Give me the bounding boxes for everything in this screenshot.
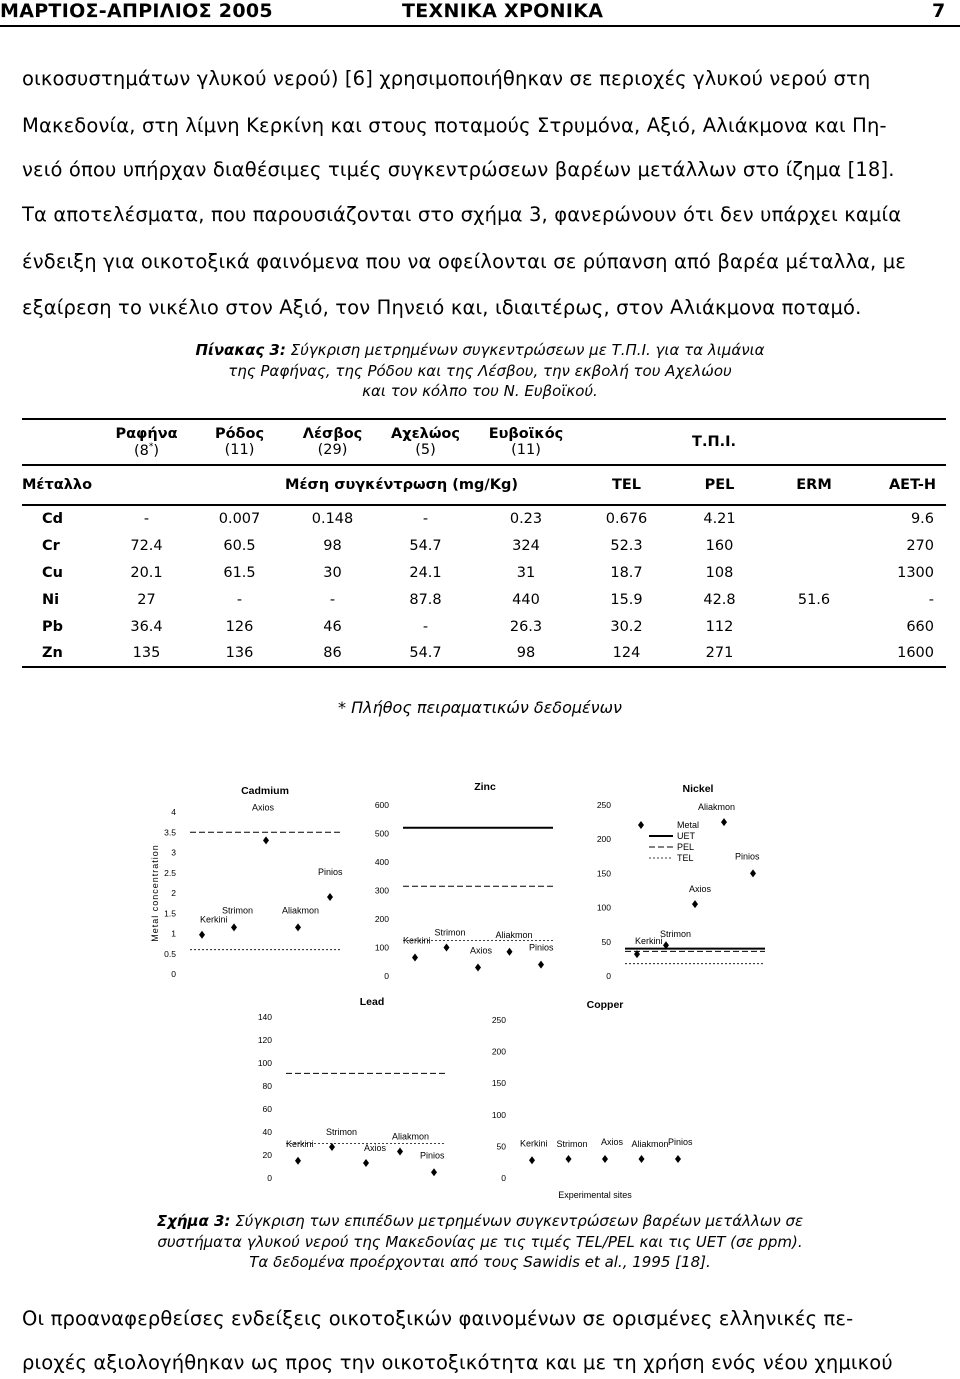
y-tick-label: 80 (262, 1081, 272, 1091)
figure-caption-text: συστήματα γλυκού νερού της Μακεδονίας με τις τιμές TEL/PEL και τις UET (σε ppm). (157, 1233, 803, 1251)
point-label: Aliakmon (698, 802, 736, 813)
table-cell: 61.5 (223, 564, 256, 581)
table-cell: 4.21 (673, 505, 766, 532)
data-point-aliakmon (295, 923, 301, 931)
header-rule (0, 25, 960, 27)
table-cell: 98 (323, 537, 342, 554)
table-cell: 270 (906, 537, 934, 554)
point-label: Strimon (434, 927, 466, 938)
metal-name: Cu (42, 564, 63, 581)
table-cell: 46 (323, 618, 342, 635)
table-cell: 9.6 (862, 505, 946, 532)
point-label: Aliakmon (282, 905, 320, 916)
table-cell: 135 (132, 645, 161, 661)
site-header: Ευβοϊκός (11) (472, 419, 580, 465)
table-cell (766, 613, 862, 640)
data-point-pinios (327, 893, 333, 901)
table-footnote: * Πλήθος πειραματικών δεδομένων (338, 698, 622, 717)
table-cell: 87.8 (409, 591, 442, 608)
table-cell: 0.23 (472, 505, 580, 532)
figure-caption-text: Σύγκριση των επιπέδων μετρημένων συγκεντρώσεων βαρέων μετάλλων σε (230, 1212, 804, 1230)
table-cell (766, 505, 862, 532)
point-label: Kerkini (286, 1138, 314, 1149)
data-point-kerkini (295, 1157, 301, 1165)
table-cell (766, 640, 862, 667)
metal-header: Μέταλλο (22, 465, 100, 505)
table-cell: 0.676 (580, 505, 673, 532)
y-tick-label: 0 (501, 1173, 506, 1183)
y-tick-label: 250 (596, 800, 611, 810)
heavy-metals-charts (140, 778, 820, 1206)
table-cell: 660 (906, 618, 934, 635)
point-label: Strimon (556, 1139, 588, 1150)
y-tick-label: 100 (491, 1109, 506, 1120)
page-number: 7 (932, 0, 946, 22)
point-label: Axios (601, 1137, 624, 1148)
header-journal: ΤΕΧΝΙΚΑ ΧΡΟΝΙΚΑ (402, 0, 604, 22)
y-tick-label: 400 (374, 857, 389, 867)
table-cell: 30 (323, 564, 342, 581)
point-label: Pinios (318, 867, 343, 878)
table-caption-text: της Ραφήνας, της Ρόδου και της Λέσβου, την εκβολή του Αχελώου (228, 362, 732, 380)
table-cell: 27 (137, 591, 156, 608)
table-cell: 52.3 (610, 537, 643, 554)
table-cell: 136 (225, 645, 254, 661)
data-point-pinios (538, 961, 544, 969)
y-tick-label: 200 (596, 834, 611, 845)
y-tick-label: 100 (374, 942, 389, 953)
table-caption-label: Πίνακας 3: (195, 341, 286, 359)
table-cell: 42.8 (703, 591, 736, 608)
table-row (22, 586, 946, 613)
text-line: Οι προαναφερθείσες ενδείξεις οικοτοξικών φαινομένων σε ορισμένες ελληνικές πε- (22, 1307, 854, 1330)
table-cell: 51.6 (797, 591, 831, 608)
point-label: Strimon (326, 1126, 358, 1137)
header-date: ΜΑΡΤΙΟΣ-ΑΠΡΙΛΙΟΣ 2005 (0, 0, 273, 22)
x-axis-label: Experimental sites (558, 1190, 632, 1200)
y-axis-label: Metal concentration (150, 844, 160, 942)
table-cell: - (236, 591, 243, 608)
metal-name: Ni (42, 591, 60, 608)
text-line: νειό όπου υπήρχαν διαθέσιμες τιμές συγκεντρώσεων βαρέων μετάλλων στο ίζημα [18]. (22, 158, 895, 181)
text-line: ένδειξη για οικοτοξικά φαινόμενα που να οφείλονται σε ρύπανση από βαρέα μέταλλα, με (22, 250, 906, 273)
table-cell: 108 (705, 564, 734, 581)
figure-caption-text: Τα δεδομένα προέρχονται από τους Sawidis et al., 1995 [18]. (249, 1253, 711, 1271)
table-row (22, 559, 946, 586)
site-header: Αχελώος (5) (379, 419, 472, 465)
data-point-aliakmon (507, 948, 513, 956)
table-cell: 124 (612, 645, 641, 661)
data-point-strimon (329, 1143, 335, 1151)
y-tick-label: 0 (267, 1173, 272, 1183)
y-tick-label: 300 (374, 885, 389, 896)
data-point-aliakmon (639, 1155, 645, 1163)
data-point-strimon (231, 923, 237, 931)
text-line: Τα αποτελέσματα, που παρουσιάζονται στο σχήμα 3, φανερώνουν ότι δεν υπάρχει καμία (22, 203, 902, 226)
table-cell: 30.2 (610, 618, 643, 635)
point-label: Strimon (660, 929, 692, 940)
table-cell: 60.5 (223, 537, 256, 554)
table-site-header-row (22, 419, 946, 465)
y-tick-label: 4 (171, 807, 176, 817)
data-point-kerkini (412, 953, 418, 961)
table-cell: 440 (512, 591, 540, 608)
metal-name: Cd (22, 505, 100, 532)
table-cell: 31 (516, 564, 536, 581)
point-label: Aliakmon (631, 1139, 669, 1150)
table-cell: 1300 (897, 564, 934, 581)
y-tick-label: 0 (606, 971, 611, 981)
table-cell: 26.3 (509, 618, 543, 635)
table-cell: - (100, 505, 193, 532)
point-label: Pinios (668, 1137, 693, 1148)
y-tick-label: 20 (262, 1150, 272, 1160)
y-tick-label: 2 (171, 888, 176, 898)
figure-3 (140, 778, 820, 1206)
y-tick-label: 150 (491, 1078, 506, 1089)
table-cell: - (422, 618, 429, 635)
site-header: Ραφήνα (8*) (100, 419, 193, 465)
data-point-strimon (566, 1155, 572, 1163)
table-cell: - (329, 591, 336, 608)
tel-header: TEL (580, 465, 673, 505)
table-cell: 0.007 (193, 505, 286, 532)
legend-uet-label: UET (677, 831, 695, 841)
table-cell: 72.4 (130, 537, 163, 554)
text-line: οικοσυστημάτων γλυκού νερού) [6] χρησιμοποιήθηκαν σε περιοχές γλυκού νερού στη (22, 67, 871, 90)
table-cell (766, 559, 862, 586)
comparison-table (22, 418, 946, 668)
legend-metal-marker (638, 821, 644, 829)
data-point-aliakmon (397, 1148, 403, 1156)
y-tick-label: 120 (257, 1035, 272, 1045)
site-header: Λέσβος (29) (286, 419, 379, 465)
data-point-pinios (431, 1168, 437, 1176)
data-point-strimon (444, 944, 450, 952)
y-tick-label: 200 (374, 914, 389, 924)
table-column-header-row (22, 465, 946, 505)
y-tick-label: 50 (601, 936, 611, 947)
table-caption-text: Σύγκριση μετρημένων συγκεντρώσεων με Τ.Π.Ι. για τα λιμάνια (285, 341, 765, 359)
mean-concentration-header: Μέση συγκέντρωση (mg/Kg) (193, 465, 580, 505)
site-header: Ρόδος (11) (193, 419, 286, 465)
text-line: ριοχές αξιολογήθηκαν ως προς την οικοτοξικότητα και με τη χρήση ενός νέου χημικού (22, 1351, 893, 1374)
data-point-axios (363, 1159, 369, 1167)
table-cell (766, 532, 862, 559)
y-tick-label: 1 (171, 928, 176, 939)
point-label: Kerkini (635, 936, 663, 947)
y-tick-label: 200 (491, 1046, 506, 1057)
y-tick-label: 140 (257, 1012, 272, 1022)
y-tick-label: 50 (496, 1141, 506, 1152)
table-cell: 0.148 (286, 505, 379, 532)
point-label: Axios (252, 802, 275, 813)
point-label: Aliakmon (495, 929, 533, 940)
y-tick-label: 3.5 (164, 827, 176, 838)
chart-title: Lead (359, 996, 385, 1008)
table-row (22, 640, 946, 667)
table-cell: 271 (705, 645, 734, 661)
chart-title: Nickel (682, 783, 714, 795)
table-cell: 86 (323, 645, 342, 661)
table-cell: 36.4 (130, 618, 163, 635)
point-label: Axios (470, 945, 493, 956)
y-tick-label: 150 (596, 868, 611, 879)
chart-title: Zinc (474, 781, 496, 793)
chart-title: Copper (586, 999, 624, 1011)
y-tick-label: 500 (374, 828, 389, 839)
table-row (22, 613, 946, 640)
data-point-axios (602, 1155, 608, 1163)
metal-name: Zn (42, 645, 63, 661)
text-line: Μακεδονία, στη λίμνη Κερκίνη και στους ποταμούς Στρυμόνα, Αξιό, Αλιάκμονα και Πη- (22, 114, 887, 137)
y-tick-label: 60 (262, 1104, 272, 1114)
legend-tel-label: TEL (677, 853, 694, 863)
point-label: Pinios (529, 942, 554, 953)
data-point-axios (263, 836, 269, 844)
erm-header: ERM (766, 465, 862, 505)
y-tick-label: 2.5 (164, 867, 176, 878)
table-cell: 54.7 (409, 645, 442, 661)
y-tick-label: 600 (374, 800, 389, 810)
legend-metal-label: Metal (677, 820, 700, 830)
table-cell: - (379, 505, 472, 532)
data-point-pinios (675, 1155, 681, 1163)
y-tick-label: 0 (171, 969, 176, 979)
table-row (22, 505, 946, 532)
data-point-axios (692, 900, 698, 908)
point-label: Kerkini (520, 1138, 548, 1149)
point-label: Aliakmon (392, 1131, 430, 1142)
text-line: εξαίρεση το νικέλιο στον Αξιό, τον Πηνειό και, ιδιαιτέρως, στον Αλιάκμονα ποταμό. (22, 296, 862, 319)
y-tick-label: 100 (596, 902, 611, 913)
y-tick-label: 1.5 (164, 908, 176, 919)
table-cell: - (928, 591, 934, 608)
chart-title: Cadmium (241, 785, 289, 797)
table-cell: 20.1 (130, 564, 163, 581)
table-cell: 1600 (897, 645, 934, 661)
y-tick-label: 40 (262, 1127, 272, 1137)
point-label: Pinios (420, 1150, 445, 1161)
figure-caption-label: Σχήμα 3: (156, 1212, 231, 1230)
y-tick-label: 0 (384, 971, 389, 981)
data-point-kerkini (529, 1156, 535, 1164)
table-cell: 160 (705, 537, 734, 554)
legend-pel-label: PEL (677, 842, 695, 852)
table-caption-text: και τον κόλπο του Ν. Ευβοϊκού. (362, 382, 598, 400)
table-cell: 18.7 (610, 564, 643, 581)
data-point-aliakmon (721, 818, 727, 826)
point-label: Kerkini (403, 935, 431, 946)
point-label: Kerkini (200, 914, 228, 925)
table-cell: 54.7 (409, 537, 442, 554)
pel-header: PEL (673, 465, 766, 505)
point-label: Strimon (222, 905, 254, 916)
page-header (0, 0, 960, 26)
table-body (22, 505, 946, 667)
y-tick-label: 3 (171, 847, 176, 858)
aet-header: AET-H (862, 465, 946, 505)
table-row (22, 532, 946, 559)
metal-name: Pb (42, 618, 64, 635)
y-tick-label: 0.5 (164, 948, 176, 959)
y-tick-label: 250 (491, 1015, 506, 1025)
table-cell: 98 (516, 645, 536, 661)
data-point-axios (475, 963, 481, 971)
data-point-kerkini (199, 931, 205, 939)
data-point-pinios (750, 869, 756, 877)
table-cell: 15.9 (610, 591, 643, 608)
table-cell: 126 (225, 618, 254, 635)
y-tick-label: 100 (257, 1058, 272, 1068)
tpi-header: Τ.Π.Ι. (673, 419, 766, 465)
point-label: Axios (689, 884, 712, 895)
point-label: Pinios (735, 851, 760, 862)
point-label: Axios (364, 1143, 387, 1154)
table-cell: 24.1 (409, 564, 442, 581)
metal-name: Cr (42, 537, 60, 554)
table-cell: 324 (512, 537, 540, 554)
table-cell: 112 (705, 618, 734, 635)
